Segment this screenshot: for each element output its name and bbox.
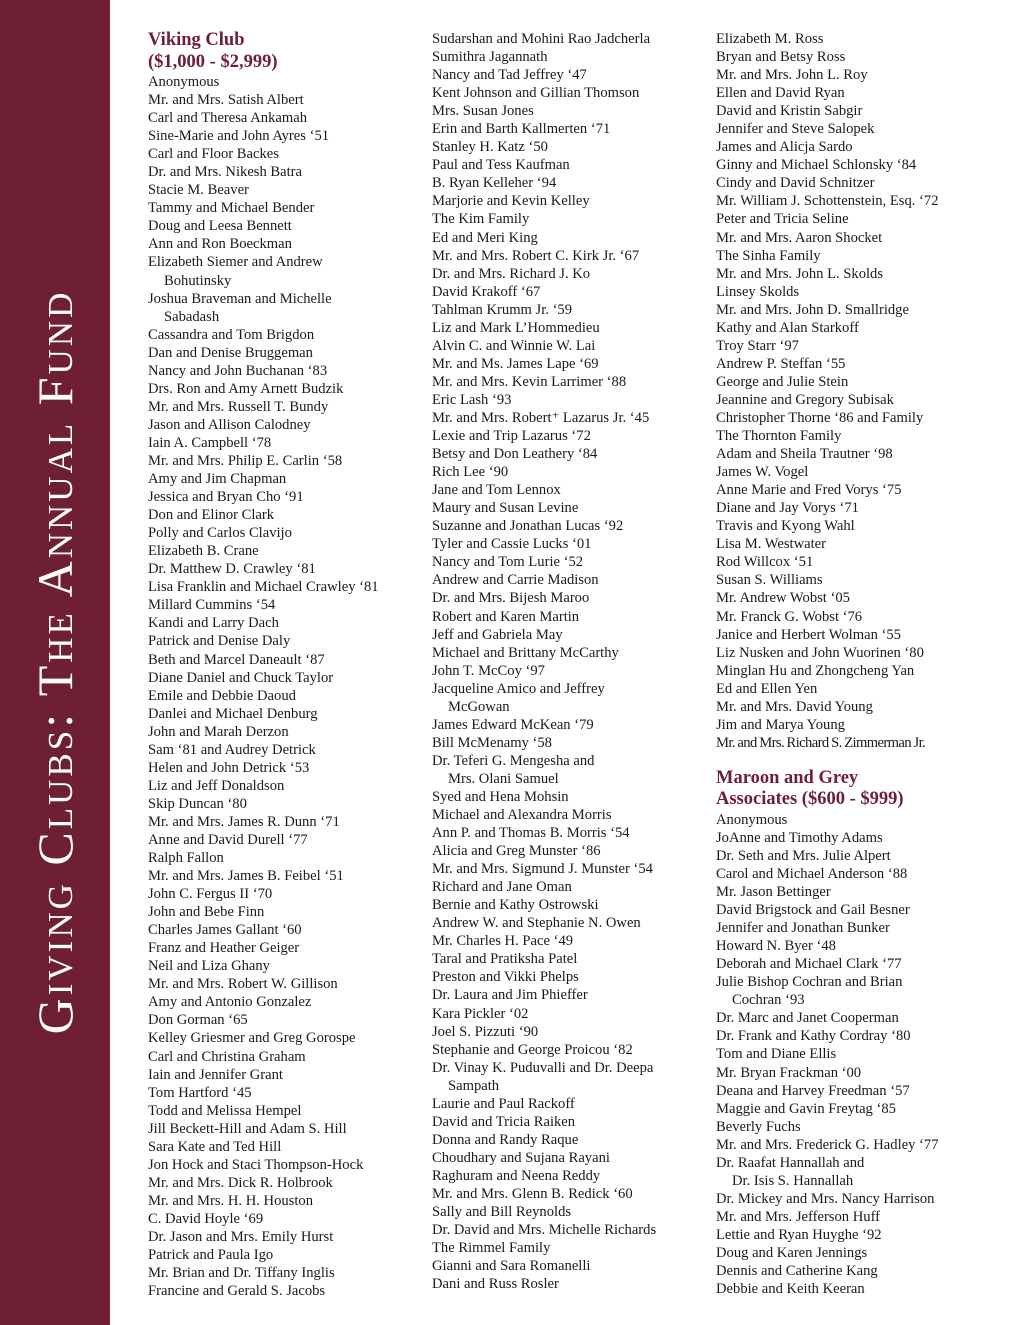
donor-name: Troy Starr ‘97 [716,337,799,354]
donor-name: David Krakoff ‘67 [432,283,541,300]
donor-name: Mr. and Mrs. Glenn B. Redick ‘60 [432,1186,633,1202]
donor-name: Mr. Andrew Wobst ‘05 [716,590,850,607]
donor-name: JoAnne and Timothy Adams [716,829,883,846]
donor-name: Michael and Alexandra Morris [432,807,612,824]
maroon-grey-heading-line1: Maroon and Grey [716,767,859,788]
donor-name: Ralph Fallon [148,850,224,867]
donor-name: The Thornton Family [716,428,842,445]
donor-name: Donna and Randy Raque [432,1131,579,1148]
donor-name: Amy and Antonio Gonzalez [148,994,312,1011]
donor-name: Mr. and Mrs. John L. Roy [716,67,868,84]
donor-name: Iain A. Campbell ‘78 [148,434,272,451]
donor-name: Sara Kate and Ted Hill [148,1138,282,1155]
column-3 [716,30,1006,1298]
donor-name: John T. McCoy ‘97 [432,662,545,679]
donor-name: Patrick and Paula Igo [148,1247,274,1264]
donor-name: Dr. Raafat Hannallah and Dr. Isis S. Hannallah [716,1154,865,1189]
donor-name: Carol and Michael Anderson ‘88 [716,866,908,883]
donor-name: Cassandra and Tom Brigdon [148,326,315,343]
donor-name: Dr. Frank and Kathy Cordray ‘80 [716,1028,911,1045]
donor-name: Joel S. Pizzuti ‘90 [432,1023,539,1040]
donor-name: Jacqueline Amico and Jeffrey McGowan [432,680,605,715]
donor-name: Minglan Hu and Zhongcheng Yan [716,662,915,679]
donor-name: The Kim Family [432,211,530,228]
donor-name: Francine and Gerald S. Jacobs [148,1283,326,1300]
donor-name: Sine-Marie and John Ayres ‘51 [148,128,330,145]
viking-club-list [148,73,418,1300]
donor-name: Jim and Marya Young [716,716,845,733]
donor-name: Doug and Leesa Bennett [148,218,292,235]
donor-name: The Sinha Family [716,247,821,264]
donor-name: Tom and Diane Ellis [716,1046,837,1063]
donor-name: Mr. and Mrs. Robert⁺ Lazarus Jr. ‘45 [432,409,650,426]
donor-name: Syed and Hena Mohsin [432,788,569,805]
donor-name: Anonymous [148,74,220,90]
donor-name: Eric Lash ‘93 [432,391,512,408]
donor-name: Howard N. Byer ‘48 [716,938,836,955]
donor-name: Gianni and Sara Romanelli [432,1258,591,1275]
donor-name: Joshua Braveman and Michelle Sabadash [148,290,332,325]
donor-name: Nancy and Tad Jeffrey ‘47 [432,67,587,84]
donor-name: Deborah and Michael Clark ‘77 [716,956,902,973]
donor-name: Tammy and Michael Bender [148,200,315,217]
donor-name: Dr. Laura and Jim Phieffer [432,987,588,1004]
donor-name: Alvin C. and Winnie W. Lai [432,337,596,354]
donor-name: Lisa Franklin and Michael Crawley ‘81 [148,579,379,596]
donor-name: Laurie and Paul Rackoff [432,1095,575,1112]
donor-name: Elizabeth M. Ross [716,31,824,47]
donor-name: Janice and Herbert Wolman ‘55 [716,626,901,643]
donor-name: Erin and Barth Kallmerten ‘71 [432,121,611,138]
donor-name: Mr. and Mrs. John L. Skolds [716,265,884,282]
donor-name: Cindy and David Schnitzer [716,175,875,192]
donor-name: Kelley Griesmer and Greg Gorospe [148,1030,356,1047]
donor-name: Anne and David Durell ‘77 [148,831,308,848]
donor-name: Diane Daniel and Chuck Taylor [148,669,334,686]
donor-name: Amy and Jim Chapman [148,471,287,488]
donor-name: Anne Marie and Fred Vorys ‘75 [716,482,902,499]
donor-name: Iain and Jennifer Grant [148,1066,283,1083]
donor-name: Dr. David and Mrs. Michelle Richards [432,1222,657,1239]
donor-name: Mr. and Mrs. John D. Smallridge [716,301,909,318]
donor-name: John and Bebe Finn [148,904,265,921]
donor-name: Drs. Ron and Amy Arnett Budzik [148,380,344,397]
donor-name: Todd and Melissa Hempel [148,1102,302,1119]
donor-name: Stephanie and George Proicou ‘82 [432,1041,633,1058]
donor-name: Beth and Marcel Daneault ‘87 [148,651,325,668]
donor-name: Sudarshan and Mohini Rao Jadcherla [432,31,651,47]
donor-name: Jane and Tom Lennox [432,482,561,499]
donor-name: Adam and Sheila Trautner ‘98 [716,446,893,463]
donor-name: Lexie and Trip Lazarus ‘72 [432,428,591,445]
donor-name: Mr. and Mrs. H. H. Houston [148,1192,313,1209]
donor-name: Ann P. and Thomas B. Morris ‘54 [432,825,630,842]
donor-name: Mr. and Mrs. Robert C. Kirk Jr. ‘67 [432,247,640,264]
donor-name: James Edward McKean ‘79 [432,716,594,733]
donor-name: Mr. and Mrs. Philip E. Carlin ‘58 [148,452,343,469]
donor-name: Deana and Harvey Freedman ‘57 [716,1082,910,1099]
donor-name: Carl and Floor Backes [148,146,279,163]
donor-name: Don Gorman ‘65 [148,1012,248,1029]
donor-name: Beverly Fuchs [716,1118,801,1135]
donor-name: Tahlman Krumm Jr. ‘59 [432,301,573,318]
column-1 [148,30,418,1300]
donor-name: Dr. and Mrs. Richard J. Ko [432,265,591,282]
donor-name: Susan S. Williams [716,572,823,589]
donor-name: Mr. and Mrs. Satish Albert [148,92,304,109]
donor-name: Andrew and Carrie Madison [432,572,599,589]
viking-club-heading: Viking Club [148,30,245,50]
donor-name: John and Marah Derzon [148,723,289,740]
donor-name: Jeff and Gabriela May [432,626,563,643]
donor-name: Christopher Thorne ‘86 and Family [716,409,924,426]
donor-name: Mr. and Mrs. Richard S. Zimmerman Jr. [716,734,926,751]
donor-name: Carl and Christina Graham [148,1048,306,1065]
donor-name: Travis and Kyong Wahl [716,518,855,535]
donor-name: Rich Lee ‘90 [432,464,509,481]
donor-name: Dr. Jason and Mrs. Emily Hurst [148,1229,334,1245]
donor-name: C. David Hoyle ‘69 [148,1210,264,1227]
donor-name: Peter and Tricia Seline [716,211,849,228]
donor-name: Bernie and Kathy Ostrowski [432,897,599,914]
donor-name: Choudhary and Sujana Rayani [432,1149,610,1166]
column-2 [432,30,707,1293]
donor-name: Mr. and Mrs. Jefferson Huff [716,1208,881,1225]
donor-name: Ginny and Michael Schlonsky ‘84 [716,157,917,174]
donor-name: Skip Duncan ‘80 [148,795,247,812]
donor-name: Jennifer and Steve Salopek [716,121,875,138]
donor-name: Dr. Mickey and Mrs. Nancy Harrison [716,1190,935,1207]
donor-name: Jon Hock and Staci Thompson-Hock [148,1156,364,1173]
donor-name: Dani and Russ Rosler [432,1276,559,1293]
donor-name: Mr. Jason Bettinger [716,884,831,901]
viking-club-range: ($1,000 - $2,999) [148,51,278,72]
donor-name: David and Kristin Sabgir [716,103,863,120]
donor-name: The Rimmel Family [432,1240,551,1257]
donor-name: Jill Beckett-Hill and Adam S. Hill [148,1120,347,1137]
donor-name: Stacie M. Beaver [148,182,249,199]
donor-name: Sam ‘81 and Audrey Detrick [148,741,316,758]
donor-name: Tom Hartford ‘45 [148,1084,252,1101]
donor-name: Mr. and Mrs. Robert W. Gillison [148,976,338,993]
donor-name: Bill McMenamy ‘58 [432,734,552,751]
donor-name: Ed and Ellen Yen [716,680,818,697]
donor-name: Mr. Brian and Dr. Tiffany Inglis [148,1265,335,1282]
donor-name: Kandi and Larry Dach [148,615,279,632]
donor-name: Jennifer and Jonathan Bunker [716,920,890,937]
donor-name: Liz Nusken and John Wuorinen ‘80 [716,644,924,661]
donor-name: Mr. and Mrs. Russell T. Bundy [148,398,329,415]
donor-name: Dr. Matthew D. Crawley ‘81 [148,561,316,578]
donor-name: Ann and Ron Boeckman [148,236,292,253]
donor-name: Raghuram and Neena Reddy [432,1167,601,1184]
donor-name: Debbie and Keith Keeran [716,1281,865,1298]
donor-name: Robert and Karen Martin [432,608,580,625]
maroon-grey-heading-line2: Associates ($600 - $999) [716,789,904,810]
donor-name: Helen and John Detrick ‘53 [148,759,310,776]
donor-name: David and Tricia Raiken [432,1113,576,1130]
donor-name: Andrew W. and Stephanie N. Owen [432,915,641,932]
donor-name: Mr. and Mrs. Kevin Larrimer ‘88 [432,373,627,390]
sidebar-band [0,0,110,1325]
donor-name: B. Ryan Kelleher ‘94 [432,175,557,192]
donor-name: Liz and Mark L’Hommedieu [432,319,600,336]
donor-name: Dr. Teferi G. Mengesha and Mrs. Olani Samuel [432,752,595,787]
donor-name: Sumithra Jagannath [432,49,548,66]
donor-name: Betsy and Don Leathery ‘84 [432,446,598,463]
donor-name: Elizabeth Siemer and Andrew Bohutinsky [148,254,323,289]
donor-name: Dan and Denise Bruggeman [148,344,313,361]
donor-name: Marjorie and Kevin Kelley [432,193,590,210]
donor-name: David Brigstock and Gail Besner [716,902,910,919]
donor-name: John C. Fergus II ‘70 [148,886,273,903]
donor-name: Dr. Vinay K. Puduvalli and Dr. Deepa Sampath [432,1059,654,1094]
donor-name: Kent Johnson and Gillian Thomson [432,85,640,102]
donor-name: James W. Vogel [716,464,809,481]
donor-name: Maury and Susan Levine [432,500,579,517]
donor-name: Mr. and Mrs. James R. Dunn ‘71 [148,813,340,830]
donor-name: Franz and Heather Geiger [148,940,300,957]
donor-name: Carl and Theresa Ankamah [148,110,307,127]
donor-name: Don and Elinor Clark [148,507,275,524]
donor-name: Mr. and Mrs. Frederick G. Hadley ‘77 [716,1136,939,1153]
donor-name: Preston and Vikki Phelps [432,969,579,986]
donor-name: Jason and Allison Calodney [148,416,311,433]
donor-name: Mr. and Mrs. Sigmund J. Munster ‘54 [432,861,653,878]
maroon-grey-list [716,811,1006,1298]
donor-name: Lettie and Ryan Huyghe ‘92 [716,1226,882,1243]
donor-name: Linsey Skolds [716,283,800,300]
donor-name: Mrs. Susan Jones [432,103,534,120]
donor-name: Mr. Franck G. Wobst ‘76 [716,608,863,625]
donor-name: Bryan and Betsy Ross [716,49,846,66]
donor-name: Mr. William J. Schottenstein, Esq. ‘72 [716,193,939,210]
donor-name: George and Julie Stein [716,373,849,390]
donor-name: Alicia and Greg Munster ‘86 [432,843,601,860]
donor-name: Jessica and Bryan Cho ‘91 [148,489,304,506]
donor-list-continued-2 [716,30,1006,752]
donor-name: Andrew P. Steffan ‘55 [716,355,846,372]
donor-name: Nancy and Tom Lurie ‘52 [432,554,584,571]
donor-name: Kathy and Alan Starkoff [716,319,859,336]
donor-name: Ellen and David Ryan [716,85,845,102]
donor-name: Mr. and Mrs. James B. Feibel ‘51 [148,868,344,885]
donor-name: Charles James Gallant ‘60 [148,922,302,939]
donor-name: Mr. Charles H. Pace ‘49 [432,933,574,950]
donor-name: Polly and Carlos Clavijo [148,525,292,542]
donor-name: Nancy and John Buchanan ‘83 [148,362,328,379]
donor-name: Jeannine and Gregory Subisak [716,391,894,408]
donor-name: Michael and Brittany McCarthy [432,644,619,661]
donor-name: Kara Pickler ‘02 [432,1005,529,1022]
section-title: Giving Clubs: The Annual Fund [27,289,83,1035]
donor-name: Patrick and Denise Daly [148,633,291,650]
donor-name: James and Alicja Sardo [716,139,853,156]
donor-list-continued [432,30,707,1293]
donor-name: Lisa M. Westwater [716,536,827,553]
donor-name: Mr. and Mrs. David Young [716,698,873,715]
donor-name: Sally and Bill Reynolds [432,1204,572,1221]
donor-name: Diane and Jay Vorys ‘71 [716,500,859,517]
donor-name: Stanley H. Katz ‘50 [432,139,548,156]
donor-name: Rod Willcox ‘51 [716,554,814,571]
donor-name: Neil and Liza Ghany [148,958,270,975]
donor-name: Mr. Bryan Frackman ‘00 [716,1064,862,1081]
donor-name: Dr. and Mrs. Nikesh Batra [148,164,303,181]
donor-name: Tyler and Cassie Lucks ‘01 [432,536,592,553]
maroon-grey-heading [716,768,1006,811]
donor-name: Liz and Jeff Donaldson [148,777,285,794]
donor-name: Julie Bishop Cochran and Brian Cochran ‘93 [716,974,903,1009]
donor-name: Richard and Jane Oman [432,879,572,896]
donor-name: Dennis and Catherine Kang [716,1263,878,1280]
donor-name: Mr. and Mrs. Dick R. Holbrook [148,1174,333,1191]
donor-name: Danlei and Michael Denburg [148,705,318,722]
donor-name: Taral and Pratiksha Patel [432,951,578,968]
donor-name: Dr. Seth and Mrs. Julie Alpert [716,847,891,864]
donor-name: Dr. and Mrs. Bijesh Maroo [432,590,590,607]
donor-name: Emile and Debbie Daoud [148,687,296,704]
donor-name: Dr. Marc and Janet Cooperman [716,1010,899,1027]
donor-name: Doug and Karen Jennings [716,1245,868,1261]
donor-name: Maggie and Gavin Freytag ‘85 [716,1100,896,1117]
donor-name: Suzanne and Jonathan Lucas ‘92 [432,518,624,535]
donor-name: Elizabeth B. Crane [148,543,259,560]
donor-name: Anonymous [716,811,788,828]
donor-name: Mr. and Ms. James Lape ‘69 [432,355,599,372]
donor-name: Millard Cummins ‘54 [148,597,276,614]
donor-name: Paul and Tess Kaufman [432,157,570,174]
donor-name: Mr. and Mrs. Aaron Shocket [716,229,883,246]
donor-name: Ed and Meri King [432,229,538,246]
